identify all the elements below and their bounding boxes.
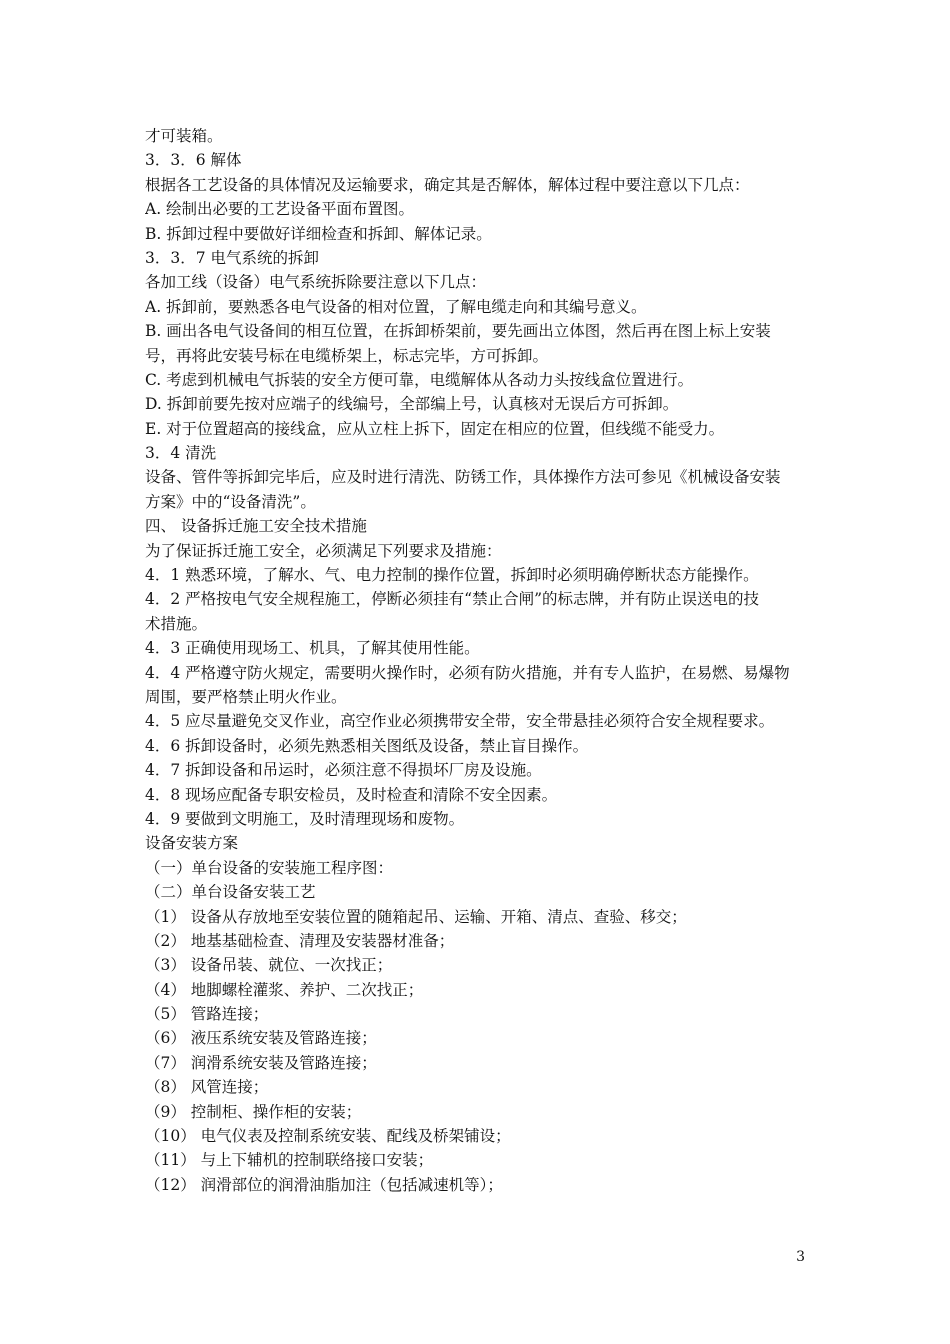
text-line: 根据各工艺设备的具体情况及运输要求，确定其是否解体，解体过程中要注意以下几点： [145, 175, 750, 194]
text-line: （10） 电气仪表及控制系统安装、配线及桥架铺设； [145, 1127, 511, 1146]
text-line: （二）单台设备安装工艺 [145, 883, 316, 902]
text-line: 3．3．7 电气系统的拆卸 [145, 248, 320, 267]
text-line: 周围，要严格禁止明火作业。 [145, 687, 347, 706]
text-line: D. 拆卸前要先按对应端子的线编号，全部编上号，认真核对无误后方可拆卸。 [145, 395, 679, 414]
text-line: B. 画出各电气设备间的相互位置，在拆卸桥架前，要先画出立体图，然后再在图上标上安装 [145, 322, 771, 341]
text-line: （6） 液压系统安装及管路连接； [145, 1029, 377, 1048]
text-line: （1） 设备从存放地至安装位置的随箱起吊、运输、开箱、清点、查验、移交； [145, 907, 687, 926]
text-line: 4．5 应尽量避免交叉作业，高空作业必须携带安全带，安全带悬挂必须符合安全规程要求。 [145, 712, 775, 731]
text-line: （2） 地基基础检查、清理及安装器材准备； [145, 931, 455, 950]
text-line: 4．3 正确使用现场工、机具，了解其使用性能。 [145, 639, 480, 658]
text-line: 4．8 现场应配备专职安检员，及时检查和清除不安全因素。 [145, 785, 558, 804]
text-line: 4．2 严格按电气安全规程施工，停断必须挂有“禁止合闸”的标志牌，并有防止误送电的技 [145, 590, 760, 609]
text-line: 为了保证拆迁施工安全，必须满足下列要求及措施： [145, 541, 502, 560]
text-line: 4．6 拆卸设备时，必须先熟悉相关图纸及设备，禁止盲目操作。 [145, 736, 589, 755]
text-line: （4） 地脚螺栓灌浆、养护、二次找正； [145, 980, 424, 999]
text-line: 3．3．6 解体 [145, 151, 242, 170]
text-line: （7） 润滑系统安装及管路连接； [145, 1053, 377, 1072]
text-line: （5） 管路连接； [145, 1005, 269, 1024]
text-line: 各加工线（设备）电气系统拆除要注意以下几点： [145, 273, 487, 292]
text-line: （一）单台设备的安装施工程序图： [145, 858, 394, 877]
text-line: 才可装箱。 [145, 127, 223, 145]
text-line: （11） 与上下辅机的控制联络接口安装； [145, 1151, 434, 1170]
text-line: 术措施。 [145, 614, 208, 633]
text-line: A. 绘制出必要的工艺设备平面布置图。 [145, 200, 415, 219]
text-line: （8） 风管连接； [145, 1078, 269, 1097]
text-line: E. 对于位置超高的接线盒，应从立柱上拆下，固定在相应的位置，但线缆不能受力。 [145, 419, 725, 438]
document-body [145, 124, 815, 1197]
text-line: 4．1 熟悉环境，了解水、气、电力控制的操作位置，拆卸时必须明确停断状态方能操作。 [145, 566, 759, 585]
text-line: 4．7 拆卸设备和吊运时，必须注意不得损坏厂房及设施。 [145, 761, 542, 780]
text-line: C. 考虑到机械电气拆装的安全方便可靠，电缆解体从各动力头按线盒位置进行。 [145, 370, 694, 389]
text-line: A. 拆卸前，要熟悉各电气设备的相对位置，了解电缆走向和其编号意义。 [145, 297, 647, 316]
text-line: （9） 控制柜、操作柜的安装； [145, 1102, 362, 1121]
text-line: B. 拆卸过程中要做好详细检查和拆卸、解体记录。 [145, 224, 492, 243]
text-line: 4．4 严格遵守防火规定，需要明火操作时，必须有防火措施，并有专人监护，在易燃、易爆物 [145, 663, 790, 682]
text-line: 设备安装方案 [145, 834, 239, 853]
text-line: 号，再将此安装号标在电缆桥架上，标志完毕，方可拆卸。 [145, 346, 549, 365]
text-line: 四、 设备拆迁施工安全技术措施 [145, 517, 367, 536]
text-line: （12） 润滑部位的润滑油脂加注（包括减速机等）； [145, 1175, 503, 1194]
text-line: 方案》中的“设备清洗”。 [145, 492, 316, 511]
page-number: 3 [796, 1249, 805, 1265]
text-line: 4．9 要做到文明施工，及时清理现场和废物。 [145, 809, 465, 828]
text-line: 3．4 清洗 [145, 444, 217, 463]
text-line: （3） 设备吊装、就位、一次找正； [145, 956, 393, 975]
text-line: 设备、管件等拆卸完毕后，应及时进行清洗、防锈工作，具体操作方法可参见《机械设备安装 [145, 468, 781, 487]
